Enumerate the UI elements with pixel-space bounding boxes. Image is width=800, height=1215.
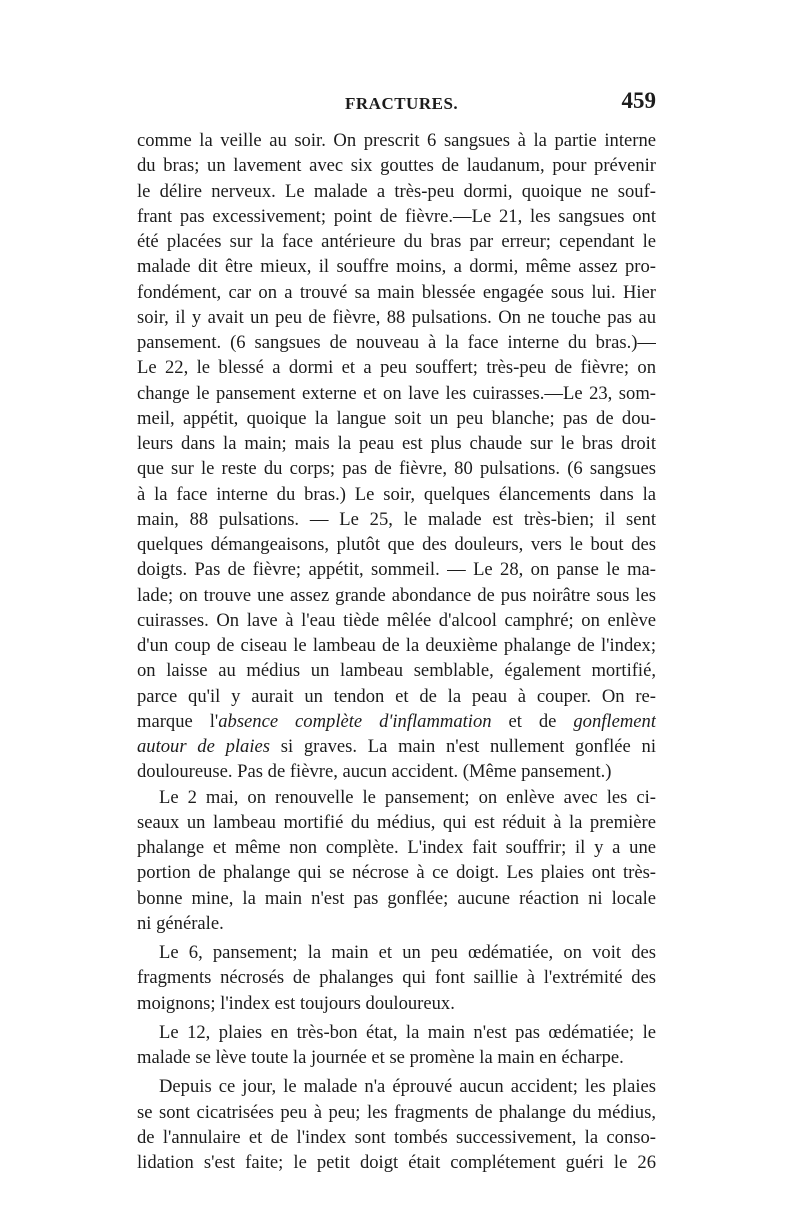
text-segment: et de [491, 710, 574, 732]
text-line: cuirasses. On lave à l'eau tiède mêlée d'alcool camphré; on enlève [137, 609, 656, 631]
text-line: se sont cicatrisées peu à peu; les fragments de phalange du médius, [137, 1101, 656, 1123]
text-line: fragments nécrosés de phalanges qui font saillie à l'extrémité des [137, 967, 656, 989]
italic-phrase: absence complète d'inflammation [218, 710, 492, 732]
text-line: portion de phalange qui se nécrose à ce doigt. Les plaies ont très- [137, 862, 656, 884]
text-line: été placées sur la face antérieure du bras par erreur; cependant le [137, 231, 656, 252]
text-line: lade; on trouve une assez grande abondance de pus noirâtre sous les [137, 584, 656, 606]
text-line: phalange et même non complète. L'index fait souffrir; il y a une [137, 837, 656, 858]
text-line: à la face interne du bras.) Le soir, quelques élancements dans la [137, 483, 656, 505]
italic-phrase: autour de plaies [137, 736, 270, 757]
text-line: malade se lève toute la journée et se promène la main en écharpe. [137, 1047, 624, 1068]
text-line: comme la veille au soir. On prescrit 6 sangsues à la partie interne [137, 130, 656, 151]
text-line: lidation s'est faite; le petit doigt était complétement guéri le 26 [137, 1152, 656, 1173]
text-line: bonne mine, la main n'est pas gonflée; aucune réaction ni locale [137, 887, 656, 909]
text-line: pansement. (6 sangsues de nouveau à la face interne du bras.)— [137, 332, 656, 353]
text-line: d'un coup de ciseau le lambeau de la deuxième phalange de l'index; [137, 635, 656, 656]
text-line: ni générale. [137, 912, 224, 934]
running-title: FRACTURES. [345, 94, 459, 113]
text-line: on laisse au médius un lambeau semblable, également mortifié, [137, 660, 656, 682]
text-line: fondément, car on a trouvé sa main blessée engagée sous lui. Hier [137, 281, 656, 303]
text-line: main, 88 pulsations. — Le 25, le malade est très-bien; il sent [137, 508, 656, 530]
text-segment: marque l' [137, 710, 219, 732]
text-line: change le pansement externe et on lave les cuirasses.—Le 23, som- [137, 382, 656, 404]
text-line: doigts. Pas de fièvre; appétit, sommeil. — Le 28, on panse le ma- [137, 559, 656, 581]
text-line: Depuis ce jour, le malade n'a éprouvé aucun accident; les plaies [159, 1076, 656, 1098]
text-line: Le 22, le blessé a dormi et a peu souffert; très-peu de fièvre; on [137, 357, 656, 379]
text-line: Le 2 mai, on renouvelle le pansement; on enlève avec les ci- [159, 786, 656, 808]
text-line: que sur le reste du corps; pas de fièvre, 80 pulsations. (6 sangsues [137, 458, 656, 480]
text-line: moignons; l'index est toujours douloureux. [137, 992, 455, 1014]
text-line: Le 12, plaies en très-bon état, la main n'est pas œdématiée; le [159, 1021, 656, 1043]
text-line: malade dit être mieux, il souffre moins, a dormi, même assez pro- [137, 256, 656, 278]
text-line: frant pas excessivement; point de fièvre.—Le 21, les sangsues ont [137, 205, 656, 227]
text-line: quelques démangeaisons, plutôt que des douleurs, vers le bout des [137, 534, 656, 555]
text-line: leurs dans la main; mais la peau est plus chaude sur le bras droit [137, 433, 656, 454]
text-line: parce qu'il y aurait un tendon et de la peau à couper. On re- [137, 685, 656, 707]
text-line: Le 6, pansement; la main et un peu œdématiée, on voit des [159, 942, 656, 963]
text-line: de l'annulaire et de l'index sont tombés successivement, la conso- [137, 1126, 656, 1148]
page-number: 459 [621, 88, 656, 113]
text-line: soir, il y avait un peu de fièvre, 88 pulsations. On ne touche pas au [137, 306, 656, 328]
text-line: le délire nerveux. Le malade a très-peu dormi, quoique ne souf- [137, 180, 656, 202]
text-line: du bras; un lavement avec six gouttes de laudanum, pour prévenir [137, 155, 656, 177]
text-line [137, 709, 656, 734]
body-text [137, 128, 656, 1175]
text-line: seaux un lambeau mortifié du médius, qui est réduit à la première [137, 811, 656, 833]
text-line: meil, appétit, quoique la langue soit un peu blanche; pas de dou- [137, 407, 656, 429]
text-line: douloureuse. Pas de fièvre, aucun accident. (Même pansement.) [137, 761, 612, 783]
page-header [137, 88, 656, 120]
text-segment: si graves. La main n'est nullement gonflée ni [270, 736, 656, 757]
italic-phrase: gonflement [573, 710, 656, 732]
text-line [137, 734, 656, 759]
